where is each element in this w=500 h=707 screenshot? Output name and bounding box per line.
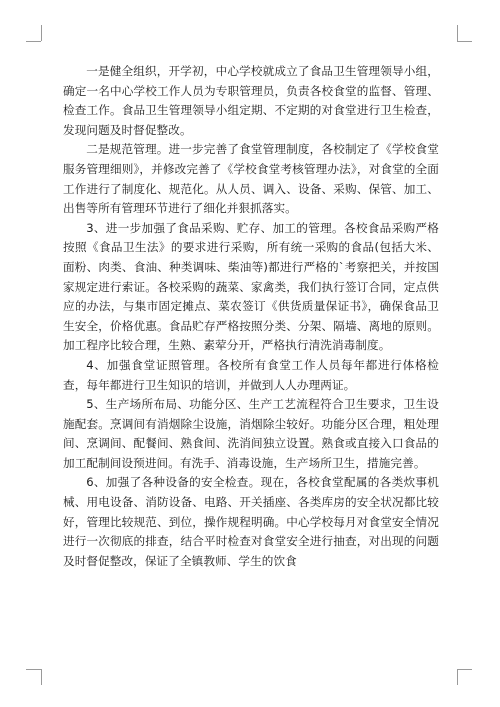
crop-mark-top-left-horizontal <box>26 41 41 42</box>
crop-mark-top-right-horizontal <box>457 41 472 42</box>
crop-mark-top-right-vertical <box>457 25 458 41</box>
paragraph-procurement: 3、进一步加强了食品采购、贮存、加工的管理。各校食品采购严格按照《食品卫生法》的要求进行采购，所有统一采购的食品(包括大米、面粉、肉类、食油、种类调味、柴油等)都进行严格的`考察把关，并按国家规定进行索证。各校采购的蔬菜、家禽类，我们执行签订合同，定点供应的办法，与集市固定摊点、菜农签订《供货质量保证书》，确保食品卫生安全，价格优惠。食品贮存严格按照分类、分架、隔墙、离地的原则。加工程序比较合理，生熟、素荤分开，严格执行清洗消毒制度。 <box>63 220 439 353</box>
document-body <box>63 62 439 571</box>
paragraph-management: 二是规范管理。进一步完善了食堂管理制度，各校制定了《学校食堂服务管理细则》，并修改完善了《学校食堂考核管理办法》，对食堂的全面工作进行了制度化、规范化。从人员、调入、设备、采购、保管、加工、出售等所有管理环节进行了细化并狠抓落实。 <box>63 142 439 216</box>
paragraph-safety: 6、加强了各种设备的安全检查。现在，各校食堂配属的各类炊事机械、用电设备、消防设备、电路、开关插座、各类库房的安全状况都比较好，管理比较规范、到位，操作规程明确。中心学校每月对食堂安全情况进行一次彻底的排查，结合平时检查对食堂安全进行抽查，对出现的问题及时督促整改，保证了全镇教师、学生的饮食 <box>63 475 439 568</box>
crop-mark-bottom-left-horizontal <box>26 669 41 670</box>
crop-mark-top-left-vertical <box>41 25 42 41</box>
crop-mark-bottom-right-vertical <box>457 669 458 685</box>
crop-mark-bottom-left-vertical <box>41 669 42 685</box>
paragraph-layout: 5、生产场所布局、功能分区、生产工艺流程符合卫生要求，卫生设施配套。烹调间有消烟除尘设施，消烟除尘较好。功能分区合理，粗处理间、烹调间、配餐间、熟食间、洗消间独立设置。熟食或直接入口食品的加工配制间设预进间。有洗手、消毒设施，生产场所卫生，措施完善。 <box>63 397 439 470</box>
paragraph-organization: 一是健全组织，开学初，中心学校就成立了食品卫生管理领导小组，确定一名中心学校工作人员为专职管理员，负责各校食堂的监督、管理、检查工作。食品卫生管理领导小组定期、不定期的对食堂进行卫生检查，发现问题及时督促整改。 <box>63 64 439 137</box>
paragraph-certification: 4、加强食堂证照管理。各校所有食堂工作人员每年都进行体格检查，每年都进行卫生知识的培训，并做到人人办理两证。 <box>63 357 439 392</box>
crop-mark-bottom-right-horizontal <box>457 669 472 670</box>
